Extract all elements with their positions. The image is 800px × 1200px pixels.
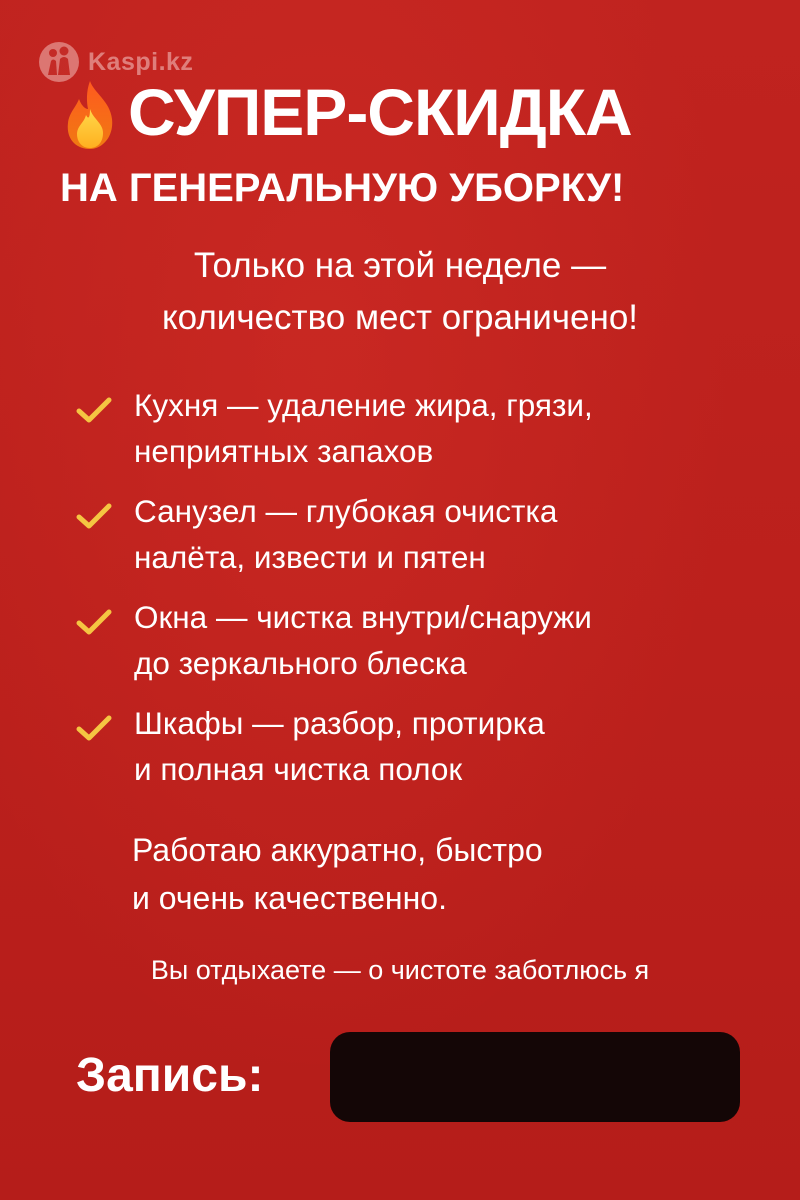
title-row xyxy=(60,72,632,152)
intro-text xyxy=(70,240,730,344)
fire-icon xyxy=(60,79,120,151)
checkmark-icon xyxy=(74,606,114,638)
checkmark-icon xyxy=(74,712,114,744)
watermark-text: Kaspi.kz xyxy=(88,47,194,76)
intro-line: Только на этой неделе — xyxy=(193,246,607,285)
redacted-contact-box xyxy=(330,1032,740,1122)
list-item xyxy=(70,382,770,488)
checkmark-icon xyxy=(74,500,114,532)
intro-line: количество мест ограничено! xyxy=(161,298,639,337)
page-subtitle: НА ГЕНЕРАЛЬНУЮ УБОРКУ! xyxy=(60,166,625,210)
list-item-text: до зеркального блеска xyxy=(134,645,467,681)
list-item-text: и полная чистка полок xyxy=(134,751,463,787)
services-checklist xyxy=(70,382,770,806)
work-line: Работаю аккуратно, быстро xyxy=(132,832,543,868)
signup-label: Запись: xyxy=(76,1049,264,1102)
list-item xyxy=(70,488,770,594)
list-item xyxy=(70,700,770,806)
list-item-text: Санузел — глубокая очистка xyxy=(134,493,558,529)
list-item-text: Кухня — удаление жира, грязи, xyxy=(134,387,593,423)
work-quality-text xyxy=(132,826,732,922)
page-title: СУПЕР-СКИДКА xyxy=(128,75,632,149)
work-line: и очень качественно. xyxy=(132,880,447,916)
list-item-text: неприятных запахов xyxy=(134,433,434,469)
checkmark-icon xyxy=(74,394,114,426)
tagline: Вы отдыхаете — о чистоте заботлюсь я xyxy=(150,955,650,985)
list-item-text: налёта, извести и пятен xyxy=(134,539,486,575)
list-item xyxy=(70,594,770,700)
list-item-text: Шкафы — разбор, протирка xyxy=(134,705,545,741)
list-item-text: Окна — чистка внутри/снаружи xyxy=(134,599,592,635)
